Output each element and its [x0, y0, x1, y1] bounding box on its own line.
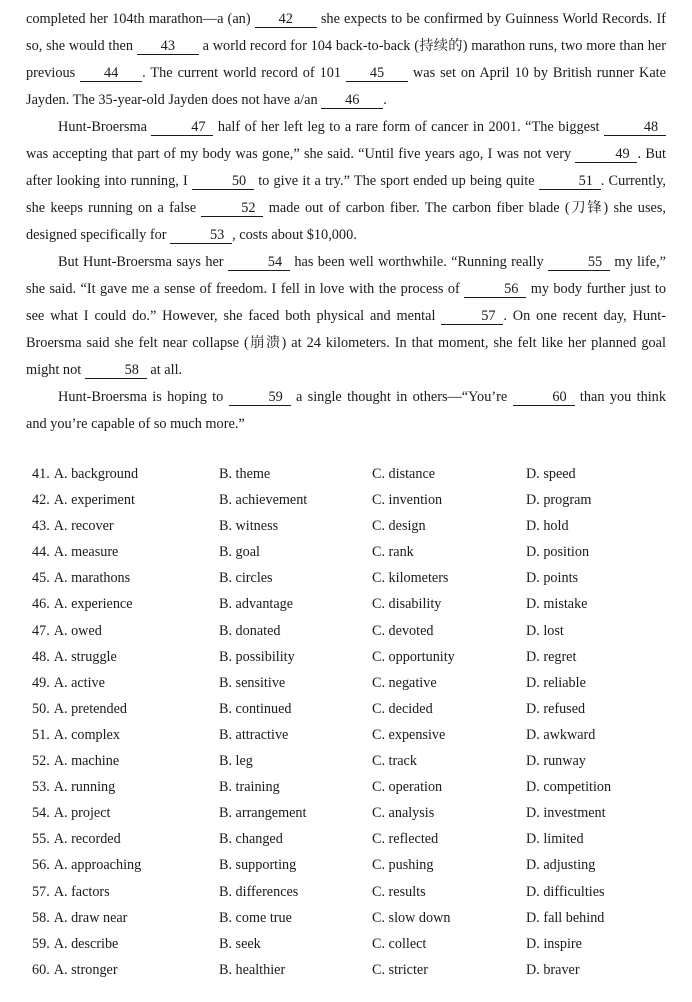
option-a [32, 591, 133, 617]
question-number: 41. [32, 466, 50, 482]
option-text: A. factors [53, 883, 110, 900]
option-b [219, 879, 298, 905]
option-text: D. awkward [526, 726, 596, 743]
option-text: C. kilometers [372, 570, 449, 587]
option-d [526, 644, 576, 670]
option-text: A. draw near [53, 909, 128, 926]
question-row [32, 957, 672, 983]
option-a [32, 957, 118, 983]
blank-57: 57 [441, 308, 503, 325]
cloze-passage [26, 6, 666, 438]
blank-59: 59 [229, 389, 291, 406]
option-b [219, 461, 270, 487]
question-number: 52. [32, 753, 50, 770]
option-b [219, 905, 292, 931]
question-row [32, 696, 672, 722]
question-number: 43. [32, 518, 50, 535]
option-c [372, 539, 414, 565]
blank-43: 43 [137, 38, 199, 55]
option-c [372, 461, 435, 487]
passage-text: my life,” she said. “It gave me a sense of freedom. I fell in love with the process of [26, 254, 667, 297]
question-row [32, 670, 672, 696]
option-text: C. invention [372, 492, 443, 509]
blank-60: 60 [513, 389, 575, 406]
option-text: B. donated [219, 622, 281, 639]
question-row [32, 722, 672, 748]
option-text: C. stricter [372, 961, 428, 978]
question-row [32, 774, 672, 800]
question-number: 45. [32, 570, 50, 587]
option-text: B. arrangement [219, 805, 307, 822]
option-a [32, 539, 118, 565]
blank-44: 44 [80, 65, 142, 82]
option-text: A. stronger [53, 961, 118, 978]
option-text: A. project [53, 805, 111, 822]
option-text: D. competition [526, 779, 612, 796]
option-b [219, 618, 280, 644]
option-text: D. investment [526, 805, 606, 822]
option-a [32, 487, 135, 513]
option-text: D. braver [526, 961, 580, 978]
option-text: C. negative [372, 674, 437, 691]
option-text: D. hold [526, 518, 569, 535]
question-number: 44. [32, 544, 50, 561]
option-text: C. reflected [372, 831, 439, 848]
option-text: C. disability [372, 596, 442, 613]
option-b [219, 957, 285, 983]
passage-text: was set on April 10 by British runner Kate Jayden. The 35-year-old Jayden does not have a/an [26, 65, 667, 108]
option-text: B. leg [219, 753, 253, 770]
blank-56: 56 [464, 281, 526, 298]
answer-options [32, 461, 672, 983]
option-c [372, 696, 433, 722]
option-d [526, 487, 591, 513]
passage-paragraph [26, 6, 666, 114]
option-text: C. opportunity [372, 648, 455, 665]
option-text: D. fall behind [526, 909, 605, 926]
option-text: A. recorded [53, 831, 121, 848]
blank-50: 50 [192, 173, 254, 190]
question-row [32, 879, 672, 905]
question-number: 58. [32, 909, 50, 926]
option-text: A. pretended [53, 700, 128, 717]
option-b [219, 696, 292, 722]
option-b [219, 852, 296, 878]
option-text: C. results [372, 883, 426, 900]
option-b [219, 670, 285, 696]
option-text: B. supporting [219, 857, 297, 874]
passage-text: made out of carbon fiber. The carbon fiber blade (刀锋) she uses, designed specifically for [26, 200, 666, 243]
option-c [372, 931, 426, 957]
question-row [32, 644, 672, 670]
option-a [32, 513, 114, 539]
blank-58: 58 [85, 362, 147, 379]
option-text: B. training [219, 779, 280, 796]
option-c [372, 826, 438, 852]
passage-text: . Currently, she keeps running on a false [26, 173, 666, 216]
option-text: C. slow down [372, 909, 451, 926]
option-b [219, 800, 306, 826]
option-text: C. pushing [372, 857, 434, 874]
option-d [526, 539, 589, 565]
passage-text: to give it a try.” The sport ended up being quite [253, 173, 539, 189]
option-d [526, 931, 582, 957]
option-c [372, 644, 455, 670]
option-a [32, 670, 105, 696]
option-d [526, 461, 576, 487]
blank-49: 49 [575, 146, 637, 163]
option-text: B. seek [219, 935, 261, 952]
option-text: A. experience [53, 596, 133, 613]
passage-text: . On one recent day, Hunt-Broersma said she felt near collapse (崩溃) at 24 kilometers. In that moment, she felt like her planned goal might not [26, 308, 666, 378]
option-d [526, 670, 586, 696]
option-text: D. mistake [526, 596, 588, 613]
question-row [32, 618, 672, 644]
option-d [526, 957, 580, 983]
option-text: B. advantage [219, 596, 294, 613]
option-c [372, 670, 437, 696]
passage-text: has been well worthwhile. “Running really [289, 254, 549, 270]
option-d [526, 774, 611, 800]
question-row [32, 852, 672, 878]
option-text: D. difficulties [526, 883, 605, 900]
option-text: C. devoted [372, 622, 434, 639]
option-d [526, 826, 584, 852]
option-b [219, 539, 260, 565]
blank-42: 42 [255, 11, 317, 28]
option-d [526, 852, 595, 878]
question-number: 42. [32, 492, 50, 509]
blank-48: 48 [604, 119, 666, 136]
question-number: 46. [32, 596, 50, 613]
option-text: B. differences [219, 883, 299, 900]
blank-53: 53 [170, 227, 232, 244]
option-b [219, 487, 307, 513]
blank-55: 55 [548, 254, 610, 271]
option-text: B. theme [219, 466, 271, 482]
option-text: D. speed [526, 466, 576, 482]
passage-text: half of her left leg to a rare form of cancer in 2001. “The biggest [213, 119, 604, 135]
question-number: 59. [32, 935, 50, 952]
option-text: A. complex [53, 726, 120, 743]
question-row [32, 513, 672, 539]
question-row [32, 748, 672, 774]
blank-51: 51 [539, 173, 601, 190]
option-text: B. continued [219, 700, 292, 717]
option-a [32, 905, 127, 931]
option-a [32, 879, 110, 905]
option-a [32, 644, 117, 670]
option-d [526, 696, 585, 722]
option-c [372, 513, 426, 539]
option-c [372, 879, 426, 905]
option-c [372, 905, 450, 931]
option-c [372, 487, 442, 513]
option-a [32, 826, 121, 852]
option-text: D. reliable [526, 674, 586, 691]
option-text: D. lost [526, 622, 564, 639]
option-d [526, 905, 604, 931]
option-a [32, 852, 141, 878]
passage-text: at all. [146, 362, 183, 378]
option-text: A. owed [53, 622, 102, 639]
option-d [526, 722, 595, 748]
passage-text: than you think and you’re capable of so much more.” [26, 389, 666, 432]
passage-text: . [383, 92, 387, 108]
question-row [32, 826, 672, 852]
question-number: 51. [32, 726, 50, 743]
option-text: C. design [372, 518, 426, 535]
passage-paragraph [26, 249, 666, 384]
question-number: 56. [32, 857, 50, 874]
option-text: D. points [526, 570, 579, 587]
blank-47: 47 [151, 119, 213, 136]
option-d [526, 618, 564, 644]
option-text: D. limited [526, 831, 584, 848]
blank-45: 45 [346, 65, 408, 82]
option-text: C. operation [372, 779, 443, 796]
passage-text: she expects to be confirmed by Guinness World Records. If so, she would then [26, 11, 666, 54]
passage-text: . The current world record of 101 [142, 65, 346, 81]
passage-text: Hunt-Broersma [58, 119, 152, 135]
option-text: C. track [372, 753, 417, 770]
question-row [32, 539, 672, 565]
passage-text: completed her 104th marathon—a (an) [26, 11, 255, 27]
option-d [526, 513, 569, 539]
option-text: B. witness [219, 518, 279, 535]
option-text: B. possibility [219, 648, 295, 665]
option-text: A. machine [53, 753, 120, 770]
question-number: 57. [32, 883, 50, 900]
option-text: B. circles [219, 570, 273, 587]
option-text: C. distance [372, 466, 436, 482]
option-a [32, 748, 119, 774]
option-text: A. recover [53, 518, 114, 535]
option-text: B. changed [219, 831, 283, 848]
passage-text: a world record for 104 back-to-back (持续的) marathon runs, two more than her previous [26, 38, 667, 81]
option-c [372, 748, 417, 774]
question-number: 53. [32, 779, 50, 796]
passage-text: . But after looking into running, I [26, 146, 666, 189]
option-a [32, 696, 127, 722]
option-text: B. come true [219, 909, 292, 926]
option-b [219, 826, 283, 852]
option-b [219, 748, 253, 774]
question-row [32, 461, 672, 487]
option-text: A. marathons [53, 570, 131, 587]
option-text: D. position [526, 544, 590, 561]
option-c [372, 565, 448, 591]
option-text: B. healthier [219, 961, 286, 978]
passage-text: my body further just to see what I could do.” However, she faced both physical and mental [26, 281, 666, 324]
option-b [219, 565, 273, 591]
option-text: D. regret [526, 648, 577, 665]
blank-54: 54 [228, 254, 290, 271]
blank-46: 46 [321, 92, 383, 109]
option-b [219, 513, 278, 539]
option-c [372, 591, 441, 617]
option-text: C. expensive [372, 726, 446, 743]
option-b [219, 931, 261, 957]
option-text: A. approaching [53, 857, 142, 874]
option-text: A. struggle [53, 648, 117, 665]
passage-text: was accepting that part of my body was gone,” she said. “Until five years ago, I was not very [26, 146, 576, 162]
option-d [526, 565, 578, 591]
question-number: 55. [32, 831, 50, 848]
question-number: 48. [32, 648, 50, 665]
question-number: 54. [32, 805, 50, 822]
question-row [32, 800, 672, 826]
question-number: 50. [32, 700, 50, 717]
option-a [32, 461, 138, 487]
option-a [32, 774, 115, 800]
question-row [32, 565, 672, 591]
question-row [32, 931, 672, 957]
option-b [219, 774, 280, 800]
passage-text: Hunt-Broersma is hoping to [58, 389, 229, 405]
option-text: C. analysis [372, 805, 435, 822]
option-text: A. running [53, 779, 116, 796]
option-text: B. goal [219, 544, 260, 561]
option-a [32, 800, 110, 826]
option-text: C. collect [372, 935, 427, 952]
blank-52: 52 [201, 200, 263, 217]
option-b [219, 722, 288, 748]
option-d [526, 800, 606, 826]
option-a [32, 618, 102, 644]
option-text: D. inspire [526, 935, 582, 952]
option-text: A. describe [53, 935, 119, 952]
option-b [219, 644, 295, 670]
option-text: C. decided [372, 700, 433, 717]
option-text: D. adjusting [526, 857, 596, 874]
question-number: 60. [32, 961, 50, 978]
option-c [372, 957, 428, 983]
option-c [372, 722, 445, 748]
passage-paragraph [26, 384, 666, 438]
option-text: D. program [526, 492, 592, 509]
option-text: D. refused [526, 700, 586, 717]
option-b [219, 591, 293, 617]
option-d [526, 879, 605, 905]
option-a [32, 931, 118, 957]
passage-text: But Hunt-Broersma says her [58, 254, 228, 270]
option-text: B. sensitive [219, 674, 286, 691]
option-a [32, 722, 120, 748]
option-text: A. experiment [53, 492, 135, 509]
option-text: D. runway [526, 753, 586, 770]
option-text: B. attractive [219, 726, 289, 743]
option-text: A. background [53, 466, 139, 482]
question-row [32, 591, 672, 617]
question-number: 49. [32, 674, 50, 691]
option-c [372, 774, 442, 800]
question-row [32, 905, 672, 931]
option-c [372, 800, 434, 826]
option-c [372, 618, 433, 644]
passage-text: , costs about $10,000. [232, 227, 357, 243]
question-row [32, 487, 672, 513]
option-c [372, 852, 434, 878]
option-text: A. active [53, 674, 105, 691]
passage-text: a single thought in others—“You’re [290, 389, 513, 405]
option-a [32, 565, 130, 591]
option-text: B. achievement [219, 492, 308, 509]
question-number: 47. [32, 622, 50, 639]
passage-paragraph [26, 114, 666, 249]
option-text: C. rank [372, 544, 414, 561]
option-text: A. measure [53, 544, 119, 561]
option-d [526, 748, 586, 774]
option-d [526, 591, 587, 617]
